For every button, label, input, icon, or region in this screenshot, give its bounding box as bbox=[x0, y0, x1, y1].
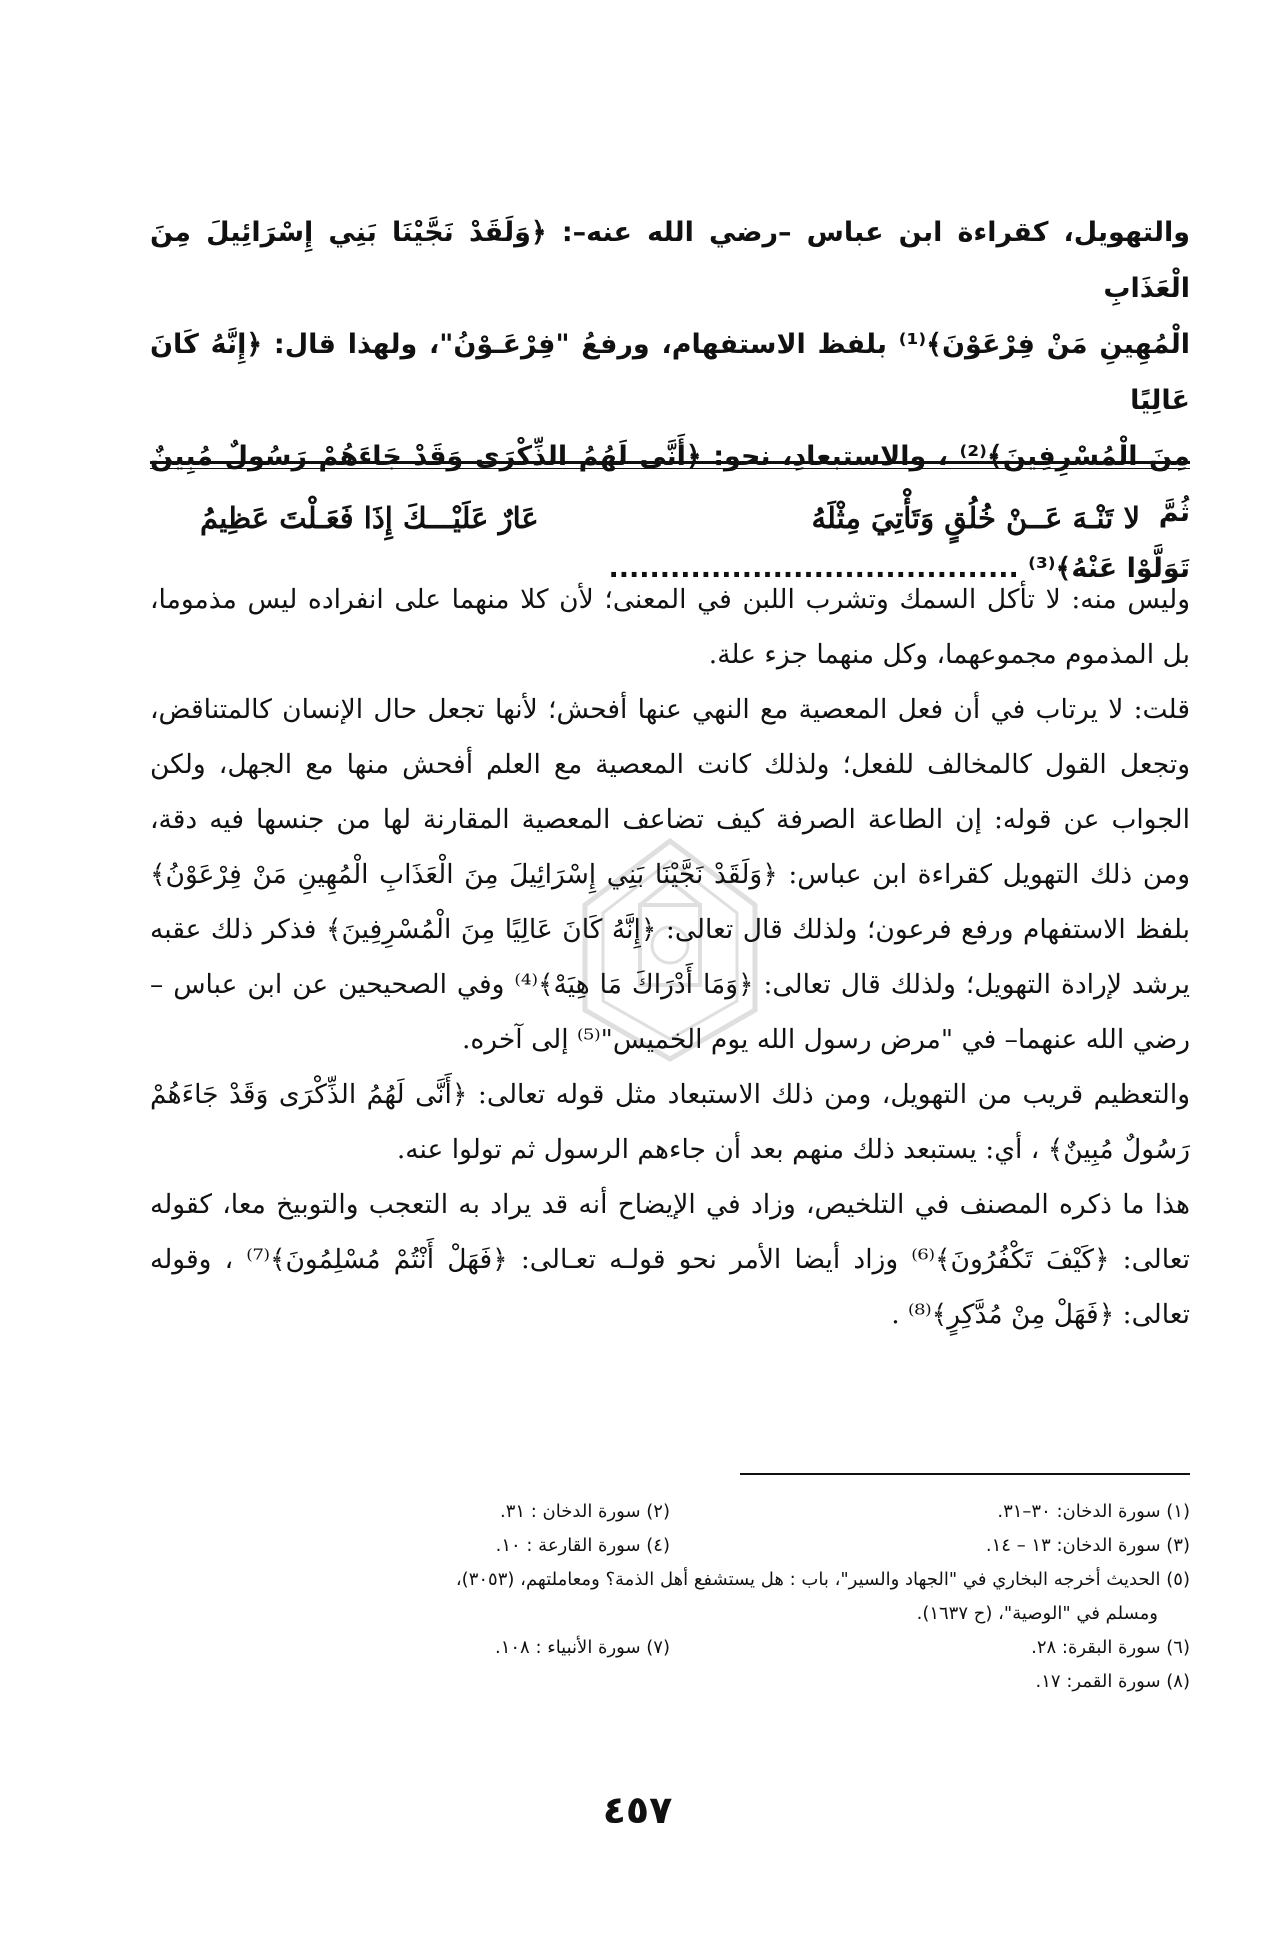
commentary-paragraph: قلت: لا يرتاب في أن فعل المعصية مع النهي عنها أفحش؛ لأنها تجعل حال الإنسان كالمتناقض، وتجعل القول كالمخالف للفعل؛ ولذلك كانت المعصية مع العلم أفحش منها مع الجهل، ولكن الجواب عن قوله: إن الطاعة الصرفة كيف تضاعف المعصية المقارنة لها من جنسها فيه دقة، ومن ذلك التهويل كقراءة ابن عباس: ﴿وَلَقَدْ نَجَّيْنَا بَنِي إِسْرَائِيلَ مِنَ الْعَذَابِ الْمُهِينِ مَنْ فِرْعَوْنُ﴾ بلفظ الاستفهام ورفع فرعون؛ ولذلك قال تعالى: ﴿إِنَّهُ كَانَ عَالِيًا مِنَ الْمُسْرِفِينَ﴾ فذكر ذلك عقبه يرشد لإرادة التهويل؛ ولذلك قال تعالى: ﴿وَمَا أَدْرَاكَ مَا هِيَهْ﴾⁽⁴⁾ وفي الصحيحين عن ابن عباس – رضي الله عنهما– في "مرض رسول الله يوم الخميس"⁽⁵⁾ إلى آخره. bbox=[150, 694, 1190, 1055]
matn-separator-thin bbox=[150, 468, 1190, 469]
commentary-paragraph: وليس منه: لا تأكل السمك وتشرب اللبن في المعنى؛ لأن كلا منهما على انفراده ليس مذموما، بل المذموم مجموعهما، وكل منهما جزء علة. bbox=[150, 584, 1190, 670]
footnote-5: (٥) الحديث أخرجه البخاري في "الجهاد والسير"، باب : هل يستشفع أهل الذمة؟ ومعاملتهم، (٣٠٥٣)، bbox=[455, 1569, 1190, 1590]
poetry-verse bbox=[200, 490, 1140, 546]
matn-continuation-dots: ........................................ bbox=[608, 553, 1019, 584]
matn-line: الْمُهِينِ مَنْ فِرْعَوْنَ﴾⁽¹⁾ بلفظ الاستفهام، ورفعُ "فِرْعَـوْنُ"، ولهذا قال: ﴿إِنَّهُ كَانَ عَالِيًا bbox=[150, 329, 1190, 416]
footnote-row bbox=[150, 1495, 1190, 1529]
footnote-1: (١) سورة الدخان: ٣٠–٣١. bbox=[997, 1501, 1190, 1522]
footnote-8: (٨) سورة القمر: ١٧. bbox=[1035, 1671, 1190, 1692]
footnote-2: (٢) سورة الدخان : ٣١. bbox=[499, 1501, 670, 1522]
commentary-paragraph: والتعظيم قريب من التهويل، ومن ذلك الاستبعاد مثل قوله تعالى: ﴿أَنَّى لَهُمُ الذِّكْرَى وَقَدْ جَاءَهُمْ رَسُولٌ مُبِينٌ﴾ ، أي: يستبعد ذلك منهم بعد أن جاءهم الرسول ثم تولوا عنه. bbox=[150, 1079, 1191, 1165]
footnote-6: (٦) سورة البقرة: ٢٨. bbox=[1031, 1637, 1190, 1658]
footnote-4: (٤) سورة القارعة : ١٠. bbox=[495, 1535, 670, 1556]
verse-first-hemistich: لا تَنْـهَ عَــنْ خُلُقٍ وَتَأْتِيَ مِثْلَهُ bbox=[811, 501, 1140, 535]
footnote-row bbox=[150, 1665, 1190, 1699]
footnote-row bbox=[150, 1597, 1190, 1631]
footnote-row bbox=[150, 1529, 1190, 1563]
matn-separator-thick bbox=[150, 461, 1190, 464]
matn-line: والتهويل، كقراءة ابن عباس –رضي الله عنه–: ﴿وَلَقَدْ نَجَّيْنَا بَنِي إِسْرَائِيلَ مِنَ الْعَذَابِ bbox=[150, 217, 1190, 304]
footnote-3: (٣) سورة الدخان: ١٣ – ١٤. bbox=[985, 1535, 1190, 1556]
commentary-paragraph: هذا ما ذكره المصنف في التلخيص، وزاد في الإيضاح أنه قد يراد به التعجب والتوبيخ معا، كقوله تعالى: ﴿كَيْفَ تَكْفُرُونَ﴾⁽⁶⁾ وزاد أيضا الأمر نحو قولـه تعـالى: ﴿فَهَلْ أَنْتُمْ مُسْلِمُونَ﴾⁽⁷⁾ ، وقوله تعالى: ﴿فَهَلْ مِنْ مُدَّكِرٍ﴾⁽⁸⁾ . bbox=[150, 1189, 1190, 1330]
footnote-row bbox=[150, 1563, 1190, 1597]
matn-line-end: تَوَلَّوْا عَنْهُ﴾⁽³⁾ bbox=[1028, 553, 1190, 584]
matn-line: مِنَ الْمُسْرِفِينَ﴾⁽²⁾ ، والاستبعادِ، نحو: ﴿أَنَّى لَهُمُ الذِّكْرَى وَقَدْ جَاءَهُمْ رَسُولٌ مُبِينٌ ثُمَّ bbox=[150, 441, 1190, 528]
verse-second-hemistich: عَارٌ عَلَيْـــكَ إِذَا فَعَـلْتَ عَظِيمُ bbox=[200, 501, 539, 535]
commentary-text bbox=[150, 572, 1190, 1342]
footnote-row bbox=[150, 1631, 1190, 1665]
footnote-separator bbox=[740, 1473, 1190, 1475]
footnote-5-continued: ومسلم في "الوصية"، (ح ١٦٣٧). bbox=[916, 1603, 1158, 1624]
footnotes bbox=[150, 1495, 1190, 1699]
page-number: ٤٥٧ bbox=[602, 1788, 673, 1832]
footnote-7: (٧) سورة الأنبياء : ١٠٨. bbox=[494, 1637, 670, 1658]
